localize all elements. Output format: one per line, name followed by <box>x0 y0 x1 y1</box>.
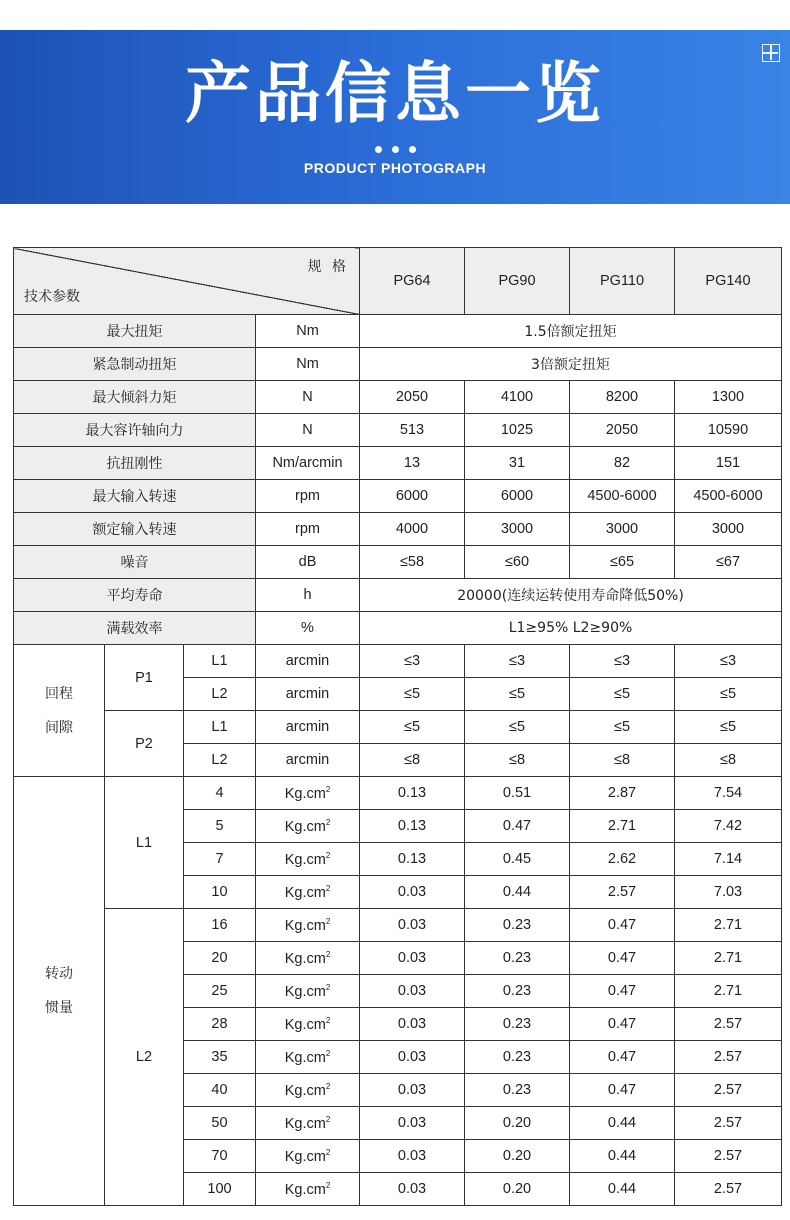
stage-cell: L2 <box>184 744 256 777</box>
value-cell: 0.13 <box>360 810 465 843</box>
param-label: 最大扭矩 <box>14 315 256 348</box>
model-header: PG110 <box>570 248 675 315</box>
unit-superscript: 2 <box>325 817 331 827</box>
value-cell: 4500-6000 <box>570 480 675 513</box>
value-cell: 2.87 <box>570 777 675 810</box>
value-cell: 2.62 <box>570 843 675 876</box>
value-cell: 2.71 <box>570 810 675 843</box>
unit-cell: Nm <box>256 348 360 381</box>
unit-base: Kg.cm <box>284 1082 326 1099</box>
param-label: 额定输入转速 <box>14 513 256 546</box>
value-cell: 4000 <box>360 513 465 546</box>
unit-cell <box>256 876 360 909</box>
model-header: PG90 <box>465 248 570 315</box>
title-dots-decoration <box>0 138 790 148</box>
value-cell: 2.57 <box>570 876 675 909</box>
merged-value-cell: 1.5倍额定扭矩 <box>360 315 782 348</box>
value-cell: 3000 <box>465 513 570 546</box>
value-cell: 0.20 <box>465 1140 570 1173</box>
unit-cell <box>256 1107 360 1140</box>
unit-cell: % <box>256 612 360 645</box>
ratio-cell: 28 <box>184 1008 256 1041</box>
unit-base: Kg.cm <box>284 1115 326 1132</box>
value-cell: 2.71 <box>675 942 782 975</box>
value-cell: ≤5 <box>675 711 782 744</box>
value-cell: 0.03 <box>360 942 465 975</box>
ratio-cell: 70 <box>184 1140 256 1173</box>
table-row <box>14 579 782 612</box>
unit-cell: arcmin <box>256 645 360 678</box>
unit-superscript: 2 <box>325 850 331 860</box>
value-cell: 0.45 <box>465 843 570 876</box>
value-cell: ≤3 <box>360 645 465 678</box>
value-cell: ≤3 <box>570 645 675 678</box>
value-cell: ≤5 <box>360 678 465 711</box>
value-cell: ≤58 <box>360 546 465 579</box>
merged-value-cell: L1≥95% L2≥90% <box>360 612 782 645</box>
value-cell: 0.51 <box>465 777 570 810</box>
value-cell: ≤8 <box>570 744 675 777</box>
value-cell: 0.47 <box>570 1041 675 1074</box>
backlash-label-line1: 回程 <box>45 685 73 702</box>
unit-superscript: 2 <box>325 1048 331 1058</box>
table-row <box>14 612 782 645</box>
value-cell: ≤5 <box>360 711 465 744</box>
value-cell: ≤8 <box>360 744 465 777</box>
value-cell: 0.23 <box>465 975 570 1008</box>
unit-cell <box>256 1173 360 1206</box>
unit-base: Kg.cm <box>284 1016 326 1033</box>
value-cell: 0.03 <box>360 1074 465 1107</box>
param-label: 抗扭刚性 <box>14 447 256 480</box>
param-label: 紧急制动扭矩 <box>14 348 256 381</box>
unit-cell: Nm/arcmin <box>256 447 360 480</box>
unit-cell <box>256 1140 360 1173</box>
value-cell: 0.47 <box>570 942 675 975</box>
unit-superscript: 2 <box>325 1081 331 1091</box>
unit-cell <box>256 1041 360 1074</box>
value-cell: 0.47 <box>465 810 570 843</box>
value-cell: 2.57 <box>675 1140 782 1173</box>
ratio-cell: 40 <box>184 1074 256 1107</box>
unit-base: Kg.cm <box>284 785 326 802</box>
unit-superscript: 2 <box>325 1147 331 1157</box>
value-cell: 2.57 <box>675 1041 782 1074</box>
value-cell: 2.71 <box>675 975 782 1008</box>
unit-base: Kg.cm <box>284 1181 326 1198</box>
value-cell: ≤60 <box>465 546 570 579</box>
corner-top-label: 规 格 <box>307 259 349 275</box>
value-cell: 0.03 <box>360 1008 465 1041</box>
value-cell: 0.44 <box>570 1140 675 1173</box>
value-cell: ≤8 <box>675 744 782 777</box>
value-cell: 1300 <box>675 381 782 414</box>
value-cell: 3000 <box>675 513 782 546</box>
inertia-label-line1: 转动 <box>45 966 73 982</box>
unit-base: Kg.cm <box>284 983 326 1000</box>
ratio-cell: 7 <box>184 843 256 876</box>
value-cell: 0.44 <box>570 1173 675 1206</box>
unit-superscript: 2 <box>325 1180 331 1190</box>
unit-base: Kg.cm <box>284 884 326 901</box>
value-cell: 4100 <box>465 381 570 414</box>
unit-cell: N <box>256 381 360 414</box>
value-cell: ≤8 <box>465 744 570 777</box>
unit-cell: Nm <box>256 315 360 348</box>
param-label: 平均寿命 <box>14 579 256 612</box>
ratio-cell: 25 <box>184 975 256 1008</box>
value-cell: 13 <box>360 447 465 480</box>
table-row <box>14 414 782 447</box>
unit-cell: N <box>256 414 360 447</box>
value-cell: 2050 <box>570 414 675 447</box>
value-cell: 0.20 <box>465 1107 570 1140</box>
value-cell: 6000 <box>465 480 570 513</box>
value-cell: 2.57 <box>675 1008 782 1041</box>
value-cell: 0.03 <box>360 1041 465 1074</box>
value-cell: 6000 <box>360 480 465 513</box>
value-cell: 0.47 <box>570 975 675 1008</box>
page-title: 产品信息一览 <box>185 55 605 132</box>
value-cell: 8200 <box>570 381 675 414</box>
unit-cell: arcmin <box>256 711 360 744</box>
spec-table <box>13 247 782 1206</box>
inertia-group-label: L1 <box>105 777 184 909</box>
value-cell: 10590 <box>675 414 782 447</box>
backlash-label <box>14 645 105 777</box>
value-cell: 0.47 <box>570 1074 675 1107</box>
value-cell: ≤5 <box>675 678 782 711</box>
unit-base: Kg.cm <box>284 818 326 835</box>
param-label: 满载效率 <box>14 612 256 645</box>
unit-base: Kg.cm <box>284 851 326 868</box>
param-label: 最大输入转速 <box>14 480 256 513</box>
ratio-cell: 35 <box>184 1041 256 1074</box>
unit-cell <box>256 1008 360 1041</box>
value-cell: 2.71 <box>675 909 782 942</box>
backlash-group-label: P2 <box>105 711 184 777</box>
ratio-cell: 4 <box>184 777 256 810</box>
value-cell: 4500-6000 <box>675 480 782 513</box>
page-subtitle: PRODUCT PHOTOGRAPH <box>303 160 487 176</box>
table-row <box>14 315 782 348</box>
value-cell: 82 <box>570 447 675 480</box>
value-cell: ≤5 <box>465 711 570 744</box>
unit-base: Kg.cm <box>284 917 326 934</box>
value-cell: 2.57 <box>675 1074 782 1107</box>
unit-base: Kg.cm <box>284 1049 326 1066</box>
unit-base: Kg.cm <box>284 950 326 967</box>
unit-cell: h <box>256 579 360 612</box>
backlash-group-label: P1 <box>105 645 184 711</box>
unit-cell <box>256 777 360 810</box>
stage-cell: L2 <box>184 678 256 711</box>
unit-cell <box>256 1074 360 1107</box>
value-cell: ≤3 <box>465 645 570 678</box>
value-cell: 0.44 <box>570 1107 675 1140</box>
param-label: 噪音 <box>14 546 256 579</box>
ratio-cell: 10 <box>184 876 256 909</box>
unit-superscript: 2 <box>325 982 331 992</box>
ratio-cell: 20 <box>184 942 256 975</box>
value-cell: 0.03 <box>360 1140 465 1173</box>
inertia-label-line2: 惯量 <box>45 1000 73 1016</box>
table-row <box>14 909 782 942</box>
value-cell: ≤67 <box>675 546 782 579</box>
table-header-row <box>14 248 782 315</box>
value-cell: 7.03 <box>675 876 782 909</box>
unit-cell: rpm <box>256 513 360 546</box>
table-row <box>14 447 782 480</box>
value-cell: 0.47 <box>570 1008 675 1041</box>
unit-cell: arcmin <box>256 744 360 777</box>
value-cell: ≤5 <box>570 711 675 744</box>
value-cell: 0.13 <box>360 777 465 810</box>
ratio-cell: 16 <box>184 909 256 942</box>
value-cell: 0.44 <box>465 876 570 909</box>
unit-cell <box>256 942 360 975</box>
table-row <box>14 480 782 513</box>
value-cell: 0.03 <box>360 1173 465 1206</box>
header-banner <box>0 30 790 204</box>
unit-cell: dB <box>256 546 360 579</box>
table-row <box>14 645 782 678</box>
unit-superscript: 2 <box>325 1114 331 1124</box>
unit-superscript: 2 <box>325 1015 331 1025</box>
inertia-label <box>14 777 105 1206</box>
inertia-group-label: L2 <box>105 909 184 1206</box>
value-cell: 0.23 <box>465 1041 570 1074</box>
value-cell: 0.20 <box>465 1173 570 1206</box>
ratio-cell: 5 <box>184 810 256 843</box>
table-row <box>14 711 782 744</box>
unit-cell <box>256 810 360 843</box>
value-cell: ≤65 <box>570 546 675 579</box>
merged-value-cell: 3倍额定扭矩 <box>360 348 782 381</box>
value-cell: 0.23 <box>465 942 570 975</box>
value-cell: 151 <box>675 447 782 480</box>
unit-base: Kg.cm <box>284 1148 326 1165</box>
value-cell: 0.23 <box>465 1074 570 1107</box>
corner-bottom-label: 技术参数 <box>24 289 80 305</box>
unit-cell: arcmin <box>256 678 360 711</box>
value-cell: 7.14 <box>675 843 782 876</box>
value-cell: 0.23 <box>465 1008 570 1041</box>
value-cell: 0.23 <box>465 909 570 942</box>
table-row <box>14 381 782 414</box>
ratio-cell: 50 <box>184 1107 256 1140</box>
value-cell: 0.03 <box>360 1107 465 1140</box>
corner-cell <box>14 248 360 315</box>
value-cell: 7.42 <box>675 810 782 843</box>
value-cell: 0.03 <box>360 975 465 1008</box>
unit-superscript: 2 <box>325 883 331 893</box>
stage-cell: L1 <box>184 711 256 744</box>
value-cell: 3000 <box>570 513 675 546</box>
value-cell: ≤3 <box>675 645 782 678</box>
value-cell: 31 <box>465 447 570 480</box>
value-cell: 513 <box>360 414 465 447</box>
unit-superscript: 2 <box>325 916 331 926</box>
value-cell: ≤5 <box>465 678 570 711</box>
unit-superscript: 2 <box>325 949 331 959</box>
stage-cell: L1 <box>184 645 256 678</box>
table-row <box>14 513 782 546</box>
unit-cell <box>256 843 360 876</box>
unit-cell <box>256 975 360 1008</box>
unit-cell: rpm <box>256 480 360 513</box>
value-cell: 0.47 <box>570 909 675 942</box>
value-cell: 7.54 <box>675 777 782 810</box>
model-header: PG140 <box>675 248 782 315</box>
value-cell: ≤5 <box>570 678 675 711</box>
table-row <box>14 777 782 810</box>
param-label: 最大容许轴向力 <box>14 414 256 447</box>
merged-value-cell: 20000(连续运转使用寿命降低50%) <box>360 579 782 612</box>
table-row <box>14 348 782 381</box>
backlash-label-line2: 间隙 <box>45 719 73 736</box>
value-cell: 1025 <box>465 414 570 447</box>
ratio-cell: 100 <box>184 1173 256 1206</box>
value-cell: 2.57 <box>675 1107 782 1140</box>
model-header: PG64 <box>360 248 465 315</box>
grid-icon <box>762 44 780 62</box>
value-cell: 2.57 <box>675 1173 782 1206</box>
table-row <box>14 546 782 579</box>
param-label: 最大倾斜力矩 <box>14 381 256 414</box>
unit-cell <box>256 909 360 942</box>
value-cell: 0.13 <box>360 843 465 876</box>
unit-superscript: 2 <box>325 784 331 794</box>
value-cell: 0.03 <box>360 909 465 942</box>
value-cell: 2050 <box>360 381 465 414</box>
value-cell: 0.03 <box>360 876 465 909</box>
